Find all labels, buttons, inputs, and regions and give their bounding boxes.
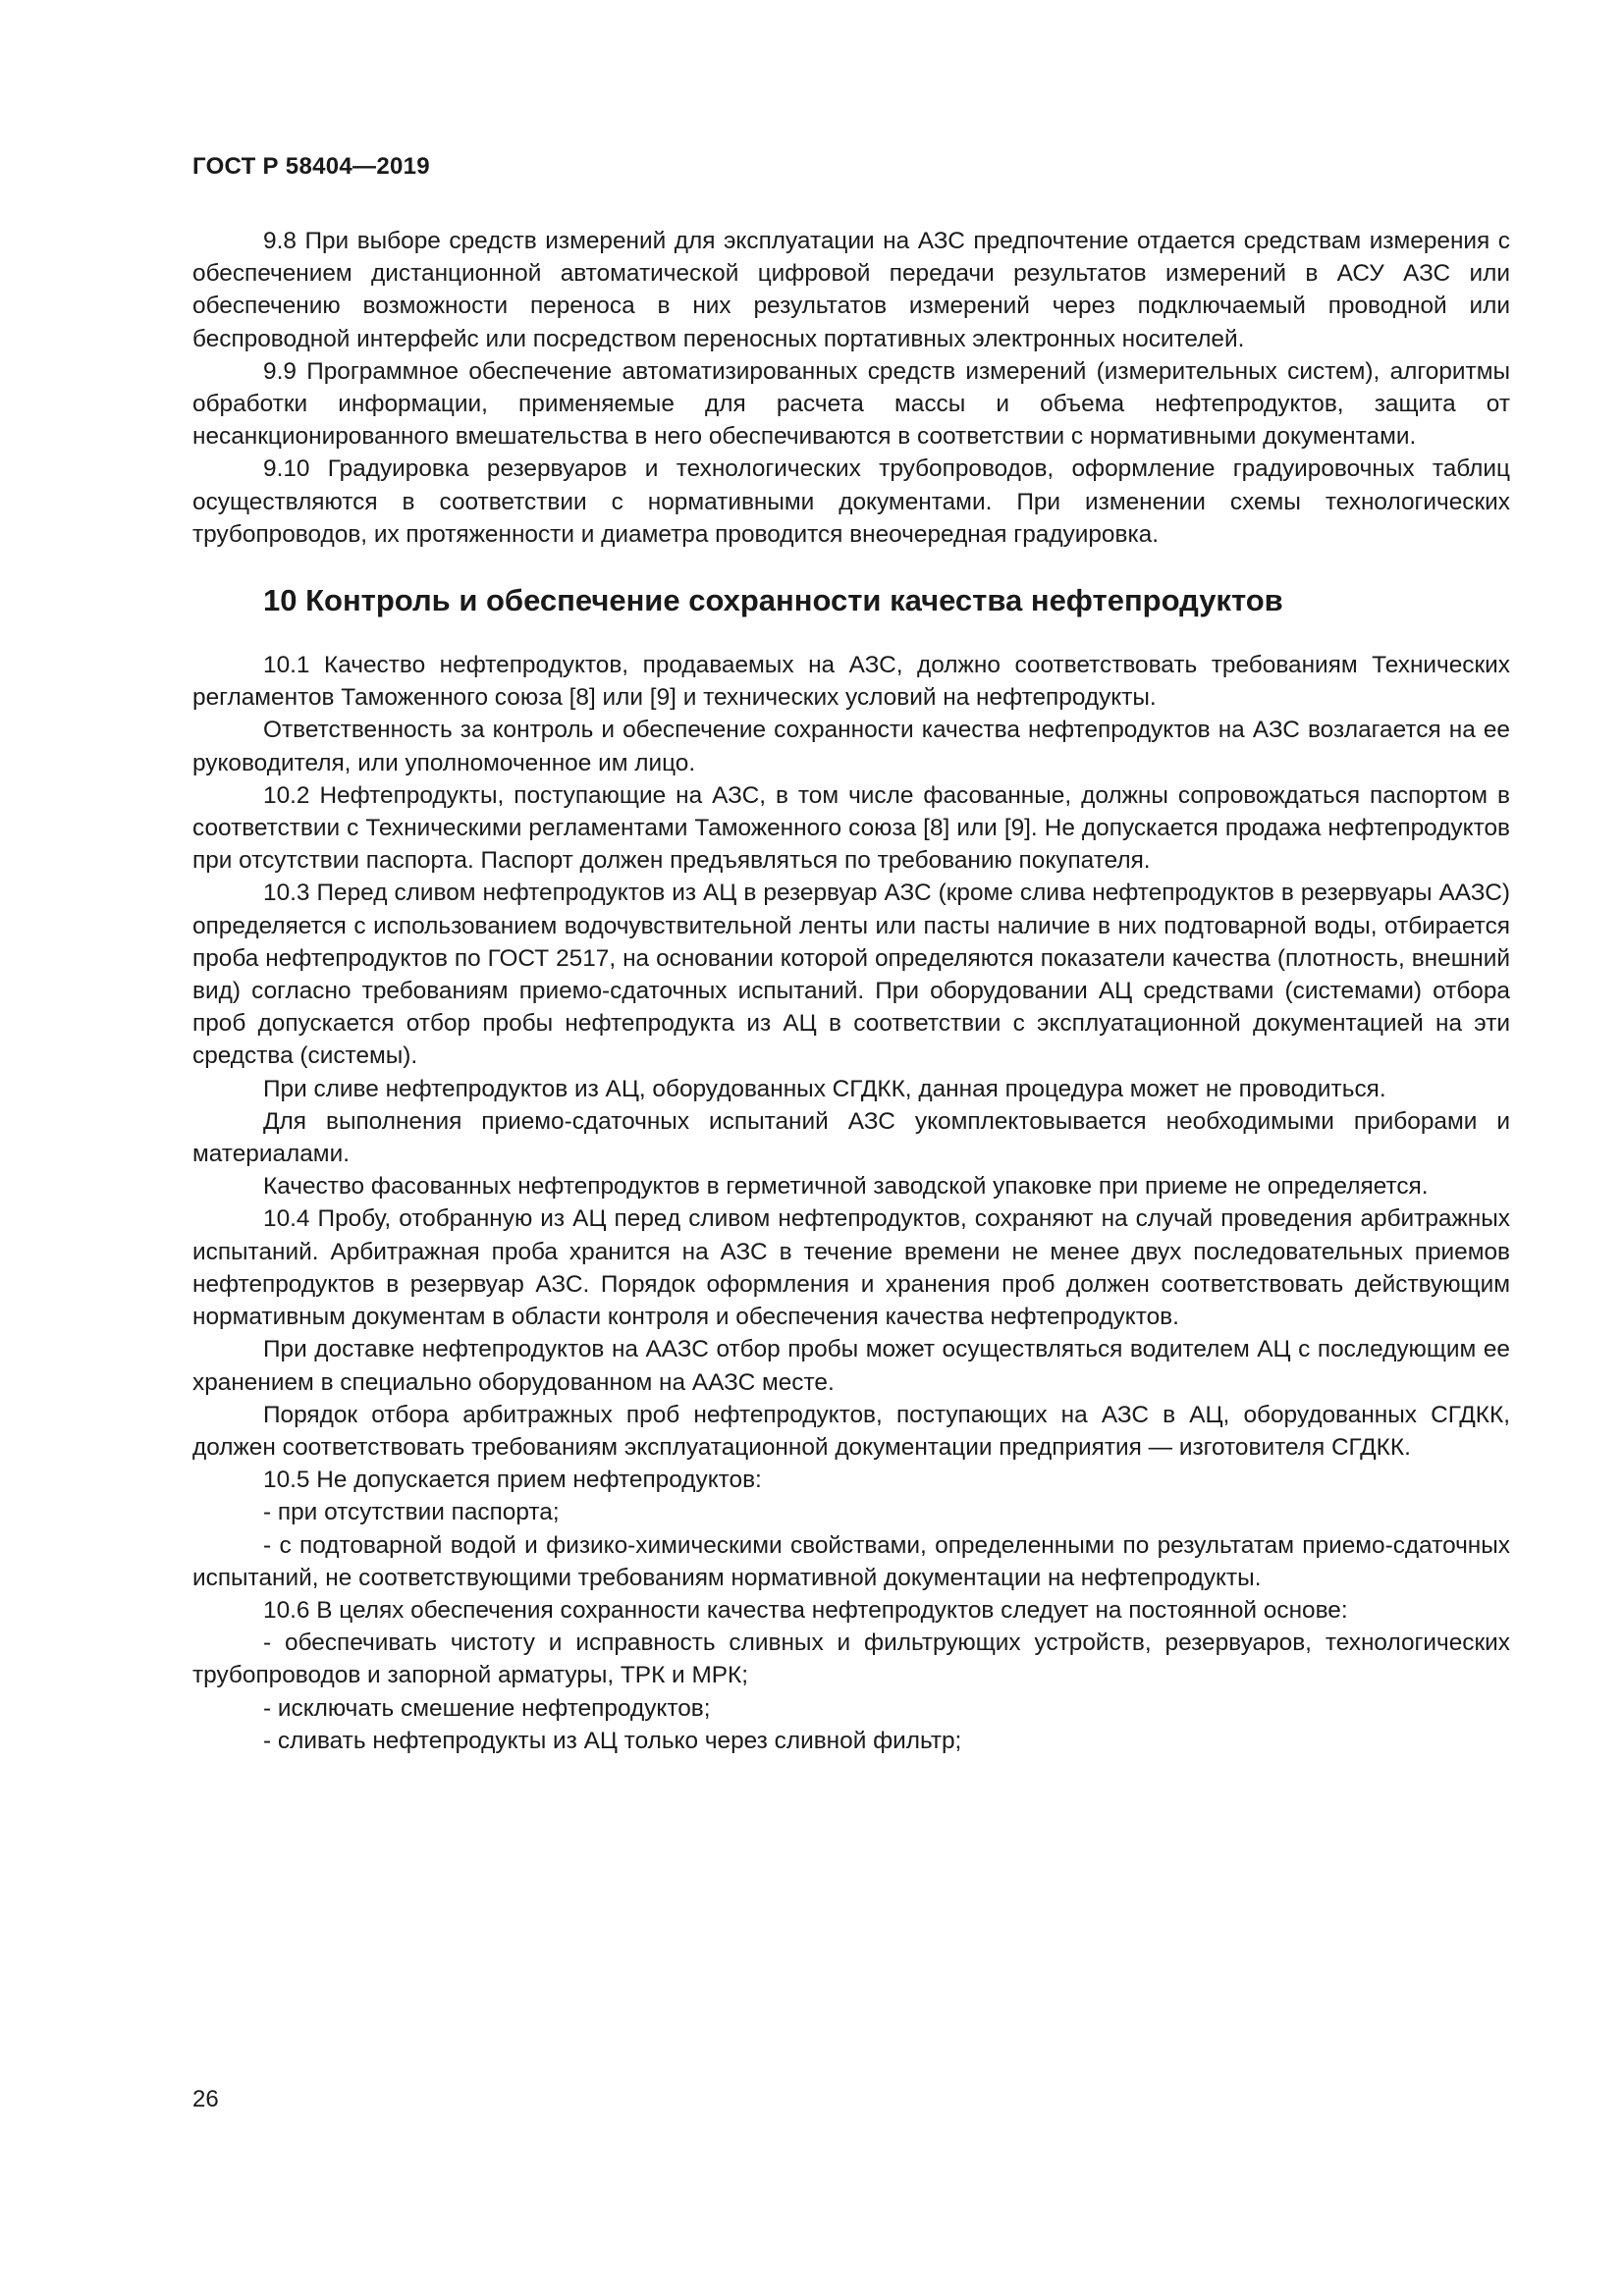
page-number: 26 [192, 2086, 219, 2112]
paragraph: 10.1 Качество нефтепродуктов, продаваемых на АЗС, должно соответствовать требованиям Технических регламентов Таможенного союза [8] или [9] и технических условий на нефтепродукты. [192, 652, 1510, 712]
paragraph: При доставке нефтепродуктов на ААЗС отбор пробы может осуществляться водителем АЦ с последующим ее хранением в специально оборудованном на ААЗС месте. [192, 1336, 1510, 1396]
paragraph: Для выполнения приемо-сдаточных испытаний АЗС укомплектовывается необходимыми приборами и материалами. [192, 1107, 1510, 1168]
document-body [192, 225, 1510, 1757]
paragraph: - с подтоварной водой и физико-химическими свойствами, определенными по результатам приемо-сдаточных испытаний, не соответствующими требованиям нормативной документации на нефтепродукты. [192, 1531, 1510, 1591]
paragraph: - исключать смешение нефтепродуктов; [263, 1694, 711, 1722]
paragraph: Ответственность за контроль и обеспечение сохранности качества нефтепродуктов на АЗС возлагается на ее руководителя, или уполномоченное им лицо. [192, 717, 1510, 776]
paragraph: 10.3 Перед сливом нефтепродуктов из АЦ в резервуар АЗС (кроме слива нефтепродуктов в резервуары ААЗС) определяется с использованием водочувствительной ленты или пасты наличие в них подтоварной воды, отбирается проба нефтепродуктов по ГОСТ 2517, на основании которой определяются показатели качества (плотность, внешний вид) согласно требованиям приемо-сдаточных испытаний. При оборудовании АЦ средствами (системами) отбора проб допускается отбор пробы нефтепродукта из АЦ в соответствии с эксплуатационной документацией на эти средства (системы). [192, 880, 1510, 1070]
paragraph: 9.9 Программное обеспечение автоматизированных средств измерений (измерительных систем), алгоритмы обработки информации, применяемые для расчета массы и объема нефтепродуктов, защита от несанкционированного вмешательства в него обеспечиваются в соответствии с нормативными документами. [192, 357, 1510, 451]
paragraph: 10.4 Пробу, отобранную из АЦ перед сливом нефтепродуктов, сохраняют на случай проведения арбитражных испытаний. Арбитражная проба хранится на АЗС в течение времени не менее двух последовательных приемов нефтепродуктов в резервуар АЗС. Порядок оформления и хранения проб должен соответствовать действующим нормативным документам в области контроля и обеспечения качества нефтепродуктов. [192, 1205, 1510, 1331]
paragraph: 10.5 Не допускается прием нефтепродуктов: [263, 1467, 762, 1494]
paragraph: - обеспечивать чистоту и исправность сливных и фильтрующих устройств, резервуаров, технологических трубопроводов и запорной арматуры, ТРК и МРК; [192, 1629, 1510, 1689]
paragraph: Качество фасованных нефтепродуктов в герметичной заводской упаковке при приеме не определяется. [263, 1173, 1429, 1201]
paragraph: - сливать нефтепродукты из АЦ только через сливной фильтр; [263, 1727, 962, 1754]
paragraph: При сливе нефтепродуктов из АЦ, оборудованных СГДКК, данная процедура может не проводиться. [263, 1075, 1386, 1102]
section-heading: 10 Контроль и обеспечение сохранности качества нефтепродуктов [263, 583, 1283, 618]
paragraph: 10.2 Нефтепродукты, поступающие на АЗС, в том числе фасованные, должны сопровождаться паспортом в соответствии с Техническими регламентами Таможенного союза [8] или [9]. Не допускается продажа нефтепродуктов при отсутствии паспорта. Паспорт должен предъявляться по требованию покупателя. [192, 781, 1510, 875]
paragraph: - при отсутствии паспорта; [263, 1499, 560, 1526]
paragraph: Порядок отбора арбитражных проб нефтепродуктов, поступающих на АЗС в АЦ, оборудованных СГДКК, должен соответствовать требованиям эксплуатационной документации предприятия — изготовителя СГДКК. [192, 1401, 1510, 1461]
paragraph: 10.6 В целях обеспечения сохранности качества нефтепродуктов следует на постоянной основе: [263, 1596, 1348, 1624]
paragraph: 9.8 При выборе средств измерений для эксплуатации на АЗС предпочтение отдается средствам измерения с обеспечением дистанционной автоматической цифровой передачи результатов измерений в АСУ АЗС или обеспечению возможности переноса в них результатов измерений через подключаемый проводной или беспроводной интерфейс или посредством переносных портативных электронных носителей. [192, 228, 1510, 352]
standard-header: ГОСТ Р 58404—2019 [192, 153, 430, 180]
paragraph: 9.10 Градуировка резервуаров и технологических трубопроводов, оформление градуировочных таблиц осуществляются в соответствии с нормативными документами. При изменении схемы технологических трубопроводов, их протяженности и диаметра проводится внеочередная градуировка. [192, 455, 1510, 548]
